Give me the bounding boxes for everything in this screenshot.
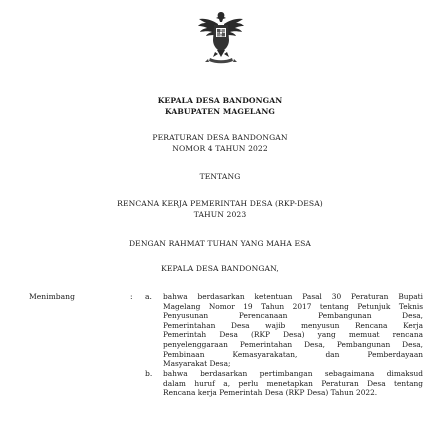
considering-colon: : xyxy=(130,292,133,301)
item-a-line: Magelang Nomor 19 Tahun 2017 tentang Petunjuk Teknis xyxy=(163,301,423,311)
regulation-number: NOMOR 4 TAHUN 2022 xyxy=(172,144,268,153)
considering-label: Menimbang xyxy=(29,292,75,301)
item-a-line: Penyusunan Perencanaan Pembangunan Desa, xyxy=(163,311,423,321)
invocation-text: DENGAN RAHMAT TUHAN YANG MAHA ESA xyxy=(128,239,311,248)
issuer-region: KABUPATEN MAGELANG xyxy=(165,107,275,116)
item-a-line: bahwa berdasarkan ketentuan Pasal 30 Peraturan Bupati xyxy=(163,292,423,301)
item-b-line: dalam huruf a, perlu menetapkan Peraturan Desa tentang xyxy=(163,378,423,388)
item-a-marker: a. xyxy=(145,292,152,301)
issuer-title: KEPALA DESA BANDONGAN xyxy=(157,96,283,105)
item-a-line: Pemerintah Desa (RKP Desa) yang memuat rencana xyxy=(163,330,423,340)
authority-heading: KEPALA DESA BANDONGAN, xyxy=(161,264,279,273)
item-a-line: Masyarakat Desa; xyxy=(163,359,231,369)
item-b-marker: b. xyxy=(145,369,153,378)
item-a-line: Pemerintahan Desa wajib menyusun Rencana Kerja xyxy=(163,320,423,330)
about-heading: TENTANG xyxy=(199,172,241,181)
regulation-title: PERATURAN DESA BANDONGAN xyxy=(152,133,288,142)
item-b-text xyxy=(163,369,423,398)
item-a-line: Pembinaan Kemasyarakatan, dan Pemberdayaan xyxy=(163,349,423,359)
subject-title: RENCANA KERJA PEMERINTAH DESA (RKP-DESA) xyxy=(117,199,323,208)
subject-year: TAHUN 2023 xyxy=(193,210,247,219)
item-b-line: bahwa berdasarkan pertimbangan sebagaimana dimaksud xyxy=(163,369,423,378)
garuda-emblem-icon xyxy=(198,10,244,66)
item-b-line: Rencana kerja Pemerintah Desa (RKP Desa) Tahun 2022. xyxy=(163,388,378,398)
item-a-line: penyelenggaraan Pemerintahan Desa, Pembangunan Desa, xyxy=(163,339,423,349)
item-a-text xyxy=(163,292,423,369)
